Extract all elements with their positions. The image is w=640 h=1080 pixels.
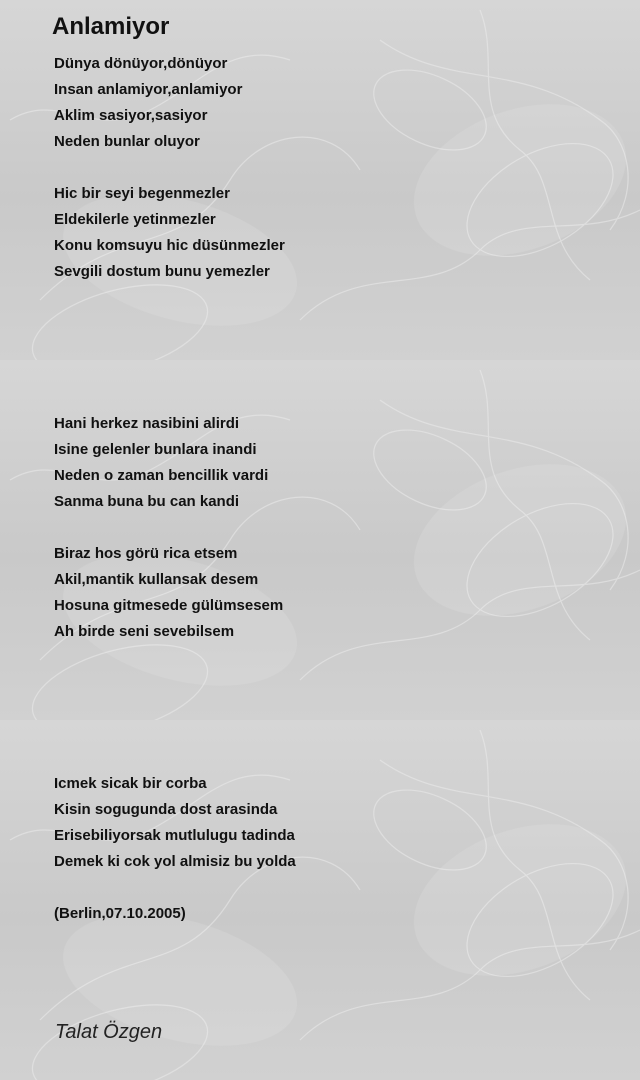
poem-line: Biraz hos görü rica etsem: [54, 545, 238, 562]
poem-line: Erisebiliyorsak mutlulugu tadinda: [54, 827, 295, 844]
poem-author: Talat Özgen: [55, 1021, 163, 1043]
poem-line: Eldekilerle yetinmezler: [54, 211, 216, 228]
stanza-4: [54, 541, 283, 645]
poem-line: Hani herkez nasibini alirdi: [54, 415, 240, 432]
poem-line: Akil,mantik kullansak desem: [54, 571, 259, 588]
poem-line: Sanma buna bu can kandi: [54, 493, 240, 510]
poem-line: Hic bir seyi begenmezler: [54, 185, 230, 202]
poem-line: Sevgili dostum bunu yemezler: [54, 263, 270, 280]
poem-line: Insan anlamiyor,anlamiyor: [54, 81, 243, 98]
poem-line: Icmek sicak bir corba: [54, 775, 207, 792]
poem-line: Konu komsuyu hic düsünmezler: [54, 237, 285, 254]
poem-title: Anlamiyor: [52, 13, 170, 40]
poem-line: Neden o zaman bencillik vardi: [54, 467, 269, 484]
stanza-2: [54, 181, 285, 285]
poem-line: Hosuna gitmesede gülümsesem: [54, 597, 284, 614]
poem-line: Ah birde seni sevebilsem: [54, 623, 235, 640]
stanza-1: [54, 51, 242, 155]
poem-line: Dünya dönüyor,dönüyor: [54, 55, 228, 72]
stanza-5: [54, 771, 296, 875]
stanza-3: [54, 411, 268, 515]
poem-line: (Berlin,07.10.2005): [54, 905, 186, 922]
poem-line: Isine gelenler bunlara inandi: [54, 441, 257, 458]
poem-date-location: [54, 901, 186, 927]
poem-line: Kisin sogugunda dost arasinda: [54, 801, 278, 818]
poem-line: Neden bunlar oluyor: [54, 133, 200, 150]
poem-line: Demek ki cok yol almisiz bu yolda: [54, 853, 296, 870]
poem-line: Aklim sasiyor,sasiyor: [54, 107, 208, 124]
